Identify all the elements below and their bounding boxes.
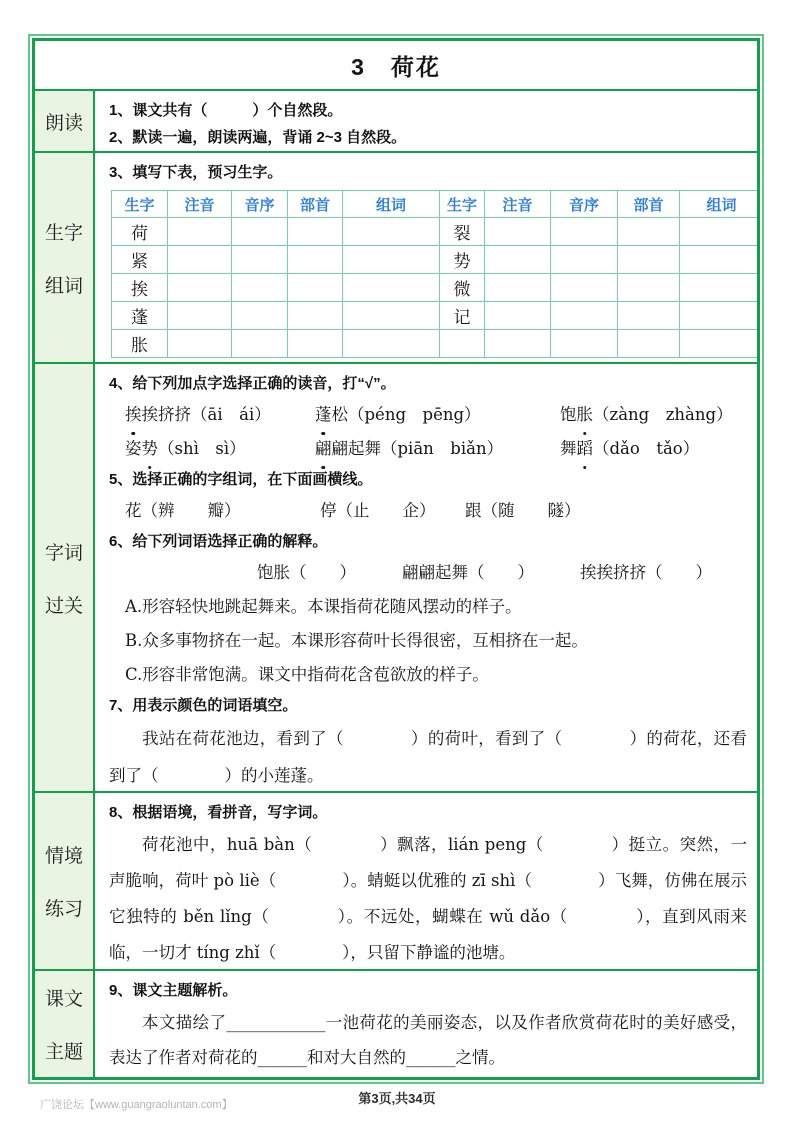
col-header: 注音	[168, 191, 232, 218]
table-row	[112, 218, 758, 246]
q6-stem: 6、给下列词语选择正确的解释。	[109, 533, 328, 550]
char-cell: 势	[440, 246, 485, 274]
table-row	[112, 302, 758, 330]
definition-word: 饱胀（ ）	[257, 563, 356, 582]
blank-cell	[618, 274, 680, 302]
q9-stem: 9、课文主题解析。	[109, 982, 238, 999]
q8-paragraph: 荷花池中，huā bàn（ ）飘落，lián peng（ ）挺立。突然，一声脆响，荷叶 pò liè（ ）。蜻蜓以优雅的 zī shì（ ）飞舞，仿佛在展示它独特的 běn lǐng（ ）。不远处，蝴蝶在 wǔ dǎo（ ），直到风雨来临，一切才 tíng zhǐ（ ），只留下静谧的池塘。	[109, 835, 747, 962]
page-frame-inner	[32, 38, 760, 1080]
blank-cell	[232, 274, 288, 302]
q4-row-2	[109, 432, 747, 466]
blank-cell	[168, 246, 232, 274]
q5-stem: 5、选择正确的字组词，在下面画横线。	[109, 471, 373, 488]
blank-cell	[168, 274, 232, 302]
blank-cell	[343, 330, 440, 358]
blank-cell	[618, 218, 680, 246]
label-text: 情境	[44, 846, 83, 867]
q7-paragraph: 我站在荷花池边，看到了（ ）的荷叶，看到了（ ）的荷花，还看到了（ ）的小莲蓬。	[109, 729, 747, 785]
q6-option-a: A.形容轻快地跳起舞来。本课指荷花随风摆动的样子。	[125, 597, 522, 616]
section-kewen-zhuti	[35, 971, 757, 1077]
section-label-kewen-zhuti	[35, 971, 95, 1077]
label-text: 过关	[44, 595, 83, 617]
blank-cell	[680, 302, 758, 330]
blank-cell	[343, 274, 440, 302]
blank-cell	[288, 246, 343, 274]
blank-cell	[343, 302, 440, 330]
char-cell: 微	[440, 274, 485, 302]
section-label-shengzi-zuci	[35, 153, 95, 362]
definition-word: 挨挨挤挤（ ）	[580, 563, 712, 582]
blank-cell	[551, 274, 618, 302]
blank-cell	[485, 218, 551, 246]
q5-row	[109, 494, 747, 528]
q6-option-b: B.众多事物挤在一起。本课形容荷叶长得很密，互相挤在一起。	[125, 631, 588, 650]
table-header-row	[112, 191, 758, 218]
qingjing-content	[95, 793, 757, 969]
blank-cell	[551, 246, 618, 274]
char-cell: 荷	[112, 218, 168, 246]
section-langdu	[35, 91, 757, 153]
section-label-zici-guoguan	[35, 364, 95, 791]
blank-cell	[618, 246, 680, 274]
pinyin-choice-item: 饱胀（zàng zhàng）	[560, 398, 733, 432]
blank-cell	[485, 330, 551, 358]
blank-cell	[288, 218, 343, 246]
blank-cell	[551, 218, 618, 246]
pinyin-choice-item: 翩翩起舞（piān biǎn）	[315, 432, 560, 466]
q9-paragraph: 本文描绘了____________一池荷花的美丽姿态，以及作者欣赏荷花时的美好感受，表达了作者对荷花的______和对大自然的______之情。	[109, 1013, 747, 1067]
label-text: 主题	[44, 1042, 83, 1063]
section-shengzi-zuci	[35, 153, 757, 364]
blank-cell	[680, 218, 758, 246]
char-choice-item: 停（止 企）	[320, 501, 436, 520]
kewen-content	[95, 971, 757, 1077]
col-header: 部首	[288, 191, 343, 218]
blank-cell	[232, 246, 288, 274]
table-row	[112, 246, 758, 274]
pinyin-choice-item: 姿势（shì sì）	[125, 432, 315, 466]
zici-content	[95, 364, 757, 791]
blank-cell	[288, 302, 343, 330]
section-zici-guoguan	[35, 364, 757, 793]
q8-stem: 8、根据语境，看拼音，写字词。	[109, 804, 328, 821]
table-row	[112, 330, 758, 358]
blank-cell	[551, 330, 618, 358]
blank-cell	[343, 218, 440, 246]
char-cell: 记	[440, 302, 485, 330]
section-label-qingjing-lianxi	[35, 793, 95, 969]
col-header: 音序	[551, 191, 618, 218]
blank-cell	[618, 330, 680, 358]
blank-cell	[232, 330, 288, 358]
watermark-text: 广饶论坛【www.guangraoluntan.com】	[40, 1099, 233, 1111]
blank-cell	[680, 330, 758, 358]
q6-words-row	[109, 556, 747, 590]
section-label-langdu	[35, 91, 95, 151]
definition-word: 翩翩起舞（ ）	[402, 563, 534, 582]
char-cell: 挨	[112, 274, 168, 302]
blank-cell	[288, 274, 343, 302]
q4-stem: 4、给下列加点字选择正确的读音，打“√”。	[109, 375, 396, 392]
q1-text: 1、课文共有（ ）个自然段。	[109, 102, 343, 119]
table-row	[112, 274, 758, 302]
col-header: 音序	[232, 191, 288, 218]
shengzi-content	[95, 153, 757, 362]
blank-cell	[680, 246, 758, 274]
col-header: 组词	[343, 191, 440, 218]
label-text: 组词	[44, 275, 83, 297]
char-choice-item: 花（辨 瓣）	[125, 501, 241, 520]
q4-row-1	[109, 398, 747, 432]
langdu-content	[95, 91, 757, 151]
col-header: 注音	[485, 191, 551, 218]
label-text: 字词	[44, 542, 83, 564]
blank-cell	[485, 302, 551, 330]
blank-cell	[168, 330, 232, 358]
pinyin-choice-item: 挨挨挤挤（āi ái）	[125, 398, 315, 432]
q3-stem: 3、填写下表，预习生字。	[109, 164, 283, 181]
char-cell: 裂	[440, 218, 485, 246]
q2-text: 2、默读一遍，朗读两遍，背诵 2~3 自然段。	[109, 129, 407, 146]
col-header: 部首	[618, 191, 680, 218]
blank-cell	[232, 302, 288, 330]
blank-cell	[168, 302, 232, 330]
blank-cell	[618, 302, 680, 330]
label-text: 生字	[44, 222, 83, 244]
blank-cell	[343, 246, 440, 274]
char-cell: 蓬	[112, 302, 168, 330]
page-title: 3 荷花	[35, 41, 757, 91]
blank-cell	[680, 274, 758, 302]
q6-option-c: C.形容非常饱满。课文中指荷花含苞欲放的样子。	[125, 665, 489, 684]
label-text: 练习	[44, 899, 83, 920]
col-header: 生字	[112, 191, 168, 218]
char-cell: 胀	[112, 330, 168, 358]
label-text: 朗读	[44, 112, 83, 134]
q7-stem: 7、用表示颜色的词语填空。	[109, 697, 298, 714]
char-cell	[440, 330, 485, 358]
blank-cell	[485, 274, 551, 302]
char-cell: 紧	[112, 246, 168, 274]
blank-cell	[288, 330, 343, 358]
label-text: 课文	[44, 989, 83, 1010]
pinyin-choice-item: 蓬松（péng pēng）	[315, 398, 560, 432]
blank-cell	[551, 302, 618, 330]
section-qingjing-lianxi	[35, 793, 757, 971]
blank-cell	[485, 246, 551, 274]
pinyin-choice-item: 舞蹈（dǎo tǎo）	[560, 432, 699, 466]
char-choice-item: 跟（随 隧）	[465, 501, 581, 520]
col-header: 生字	[440, 191, 485, 218]
col-header: 组词	[680, 191, 758, 218]
page-frame	[28, 34, 764, 1084]
blank-cell	[232, 218, 288, 246]
page-number: 第3页,共34页	[358, 1091, 436, 1106]
shengzi-table	[111, 190, 757, 358]
blank-cell	[168, 218, 232, 246]
